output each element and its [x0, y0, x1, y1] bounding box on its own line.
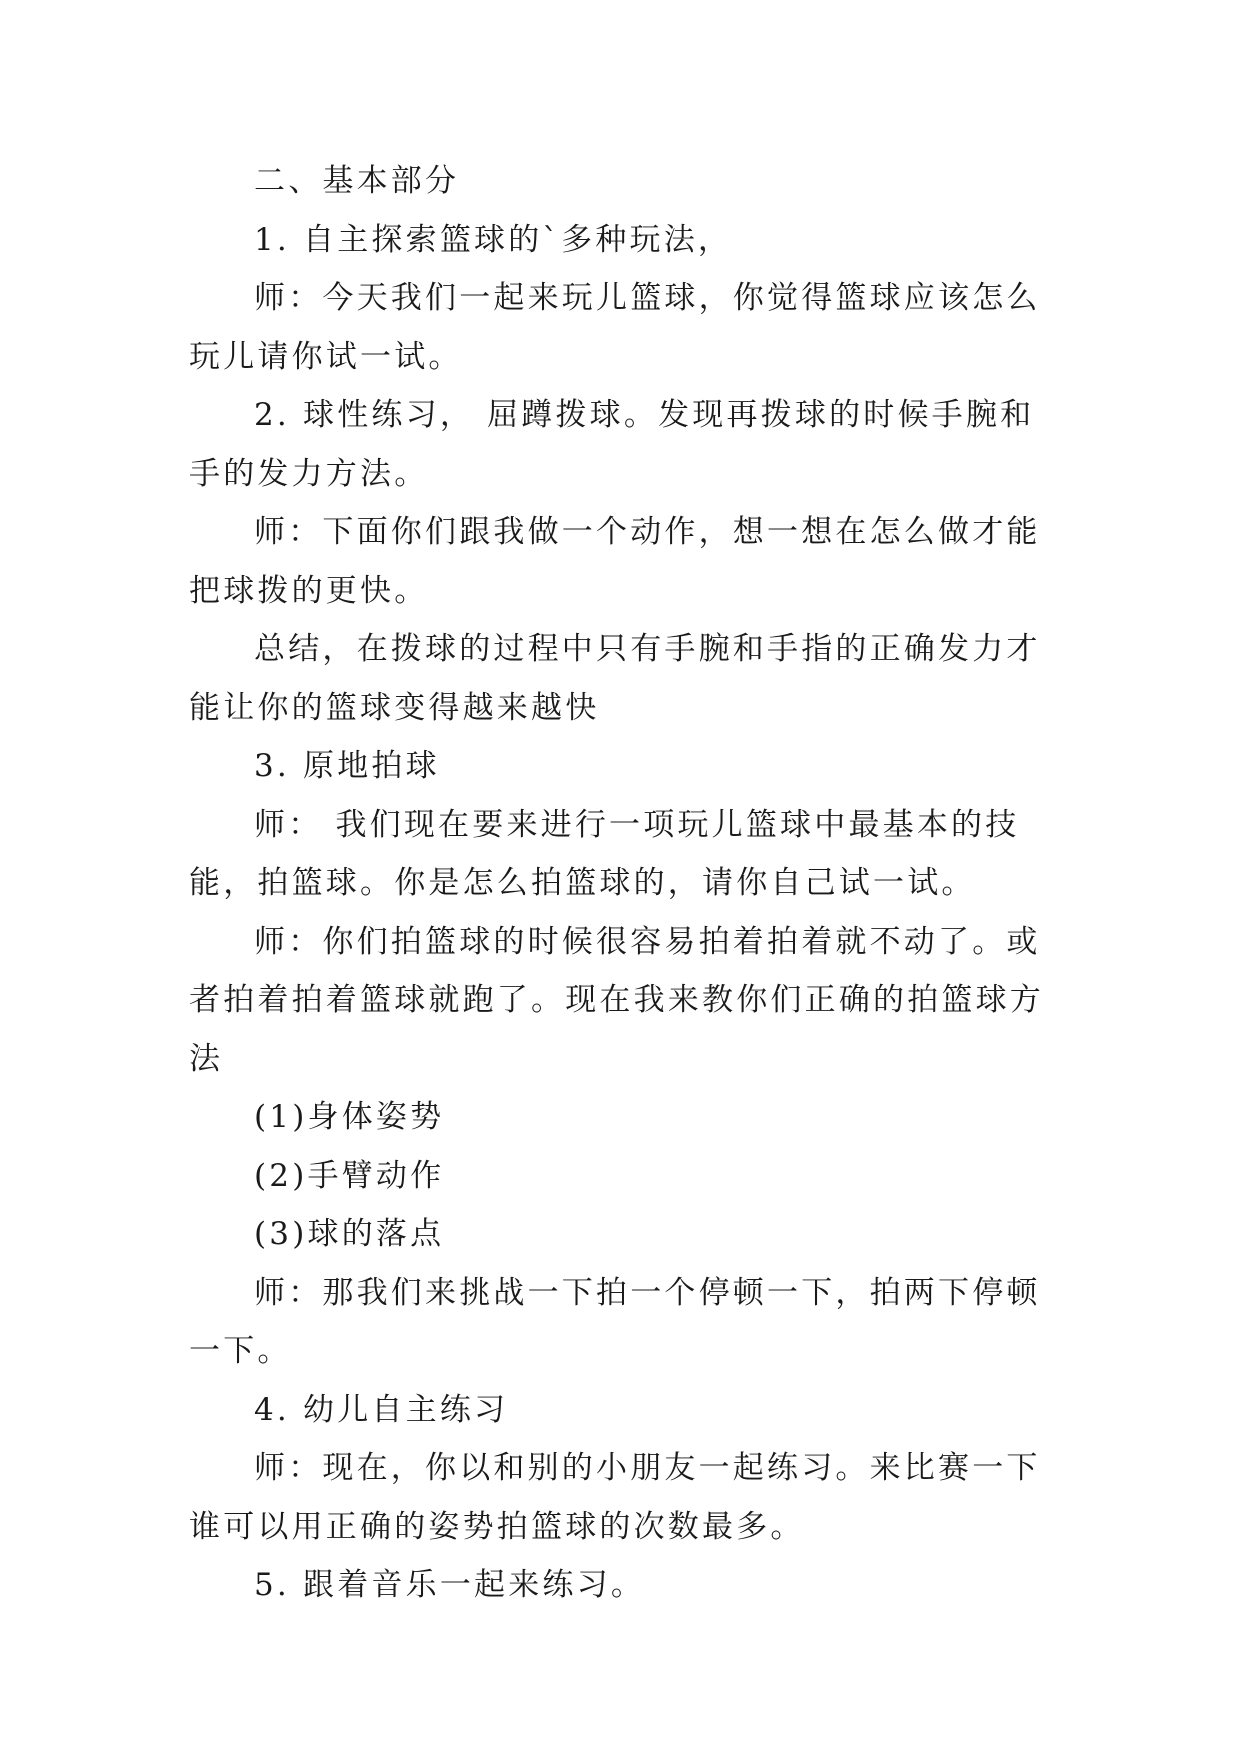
section-heading: 二、基本部分: [254, 163, 460, 199]
step-4-heading: 4. 幼儿自主练习: [254, 1391, 509, 1428]
teacher-line: 师：今天我们一起来玩儿篮球，你觉得篮球应该怎么玩儿请你试一试。: [189, 280, 1041, 375]
list-item: (3)球的落点: [254, 1216, 445, 1252]
document-body: [189, 152, 1051, 1615]
list-item: (1)身体姿势: [254, 1099, 445, 1135]
teacher-line: 师：现在，你以和别的小朋友一起练习。来比赛一下谁可以用正确的姿势拍篮球的次数最多。: [189, 1450, 1041, 1545]
teacher-line: 师：你们拍篮球的时候很容易拍着拍着就不动了。或者拍着拍着篮球就跑了。现在我来教你们正确的拍篮球方法: [189, 923, 1044, 1077]
teacher-line: 师：那我们来挑战一下拍一个停顿一下，拍两下停顿一下。: [189, 1274, 1041, 1369]
step-3-heading: 3. 原地拍球: [254, 748, 440, 784]
summary-paragraph: 总结，在拨球的过程中只有手腕和手指的正确发力才能让你的篮球变得越来越快: [189, 631, 1041, 726]
teacher-line: 师： 我们现在要来进行一项玩儿篮球中最基本的技能，拍篮球。你是怎么拍篮球的，请你自己试一试。: [189, 806, 1020, 901]
step-1-heading: 1. 自主探索篮球的`多种玩法，: [254, 221, 733, 258]
teacher-line: 师：下面你们跟我做一个动作，想一想在怎么做才能把球拨的更快。: [189, 514, 1041, 609]
step-2-heading: 2. 球性练习， 屈蹲拨球。发现再拨球的时候手腕和手的发力方法。: [189, 397, 1035, 492]
list-item: (2)手臂动作: [254, 1157, 445, 1194]
step-5-heading: 5. 跟着音乐一起来练习。: [254, 1567, 646, 1603]
